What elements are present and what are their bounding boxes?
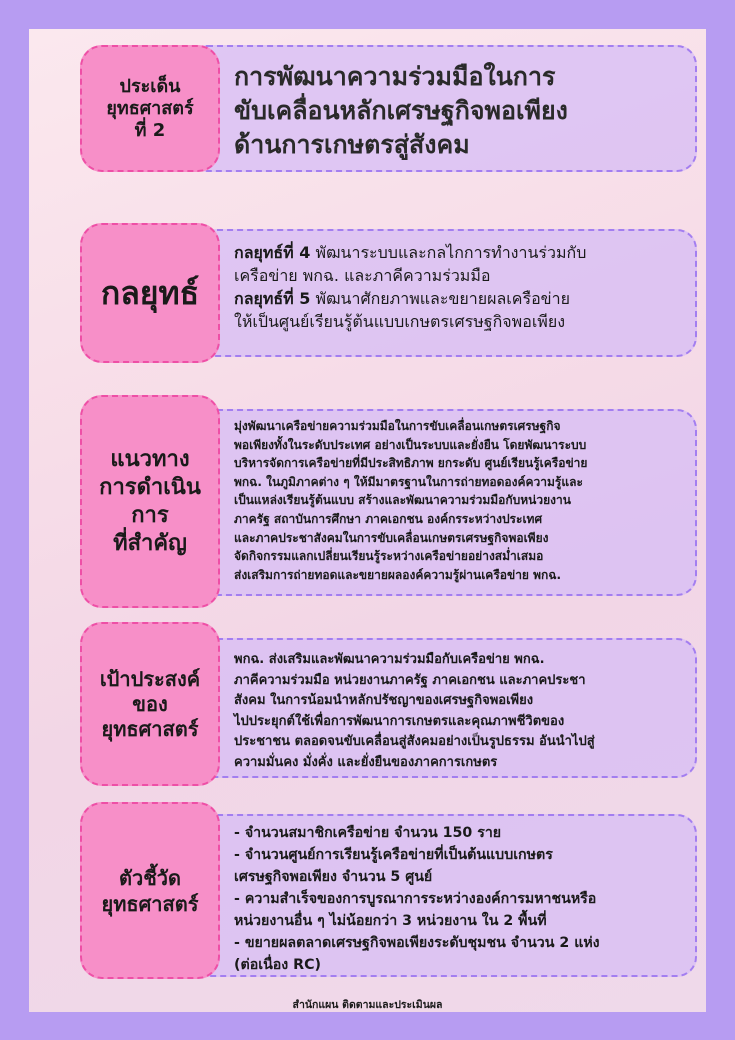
approach-line: พกฉ. ในภูมิภาคต่าง ๆ ให้มีมาตรฐานในการถ่ายทอดองค์ความรู้และ <box>234 474 583 489</box>
objective-line: ภาคีความร่วมมือ หน่วยงานภาครัฐ ภาคเอกชน และภาคประชา <box>234 672 586 688</box>
approach-line: จัดกิจกรรมแลกเปลี่ยนเรียนรู้ระหว่างเครือข่ายอย่างสม่ำเสมอ <box>234 549 544 564</box>
objective-line: ความมั่นคง มั่งคั่ง และยั่งยืนของภาคการเกษตร <box>234 754 498 770</box>
strategy-row <box>37 223 697 363</box>
indicators-label: ตัวชี้วัด ยุทธศาสตร์ <box>101 865 199 916</box>
objective-line: ประชาชน ตลอดจนขับเคลื่อนสู่สังคมอย่างเป็นรูปธรรม อันนำไปสู่ <box>234 734 595 749</box>
indicator-line: เศรษฐกิจพอเพียง จำนวน 5 ศูนย์ <box>234 869 433 885</box>
indicators-text <box>234 822 677 976</box>
strategy-5-heading: กลยุทธ์ที่ 5 <box>234 289 311 308</box>
strategy-4-text: เครือข่าย พกฉ. และภาคีความร่วมมือ <box>234 266 491 285</box>
objective-line: สังคม ในการน้อมนำหลักปรัชญาของเศรษฐกิจพอเพียง <box>234 693 534 708</box>
issue-row <box>37 45 697 172</box>
objective-line: ไปประยุกต์ใช้เพื่อการพัฒนาการเกษตรและคุณภาพชีวิตของ <box>234 713 565 729</box>
objective-text <box>234 650 677 773</box>
approach-label-box <box>80 395 220 608</box>
approach-row <box>37 395 697 608</box>
strategy-5-text: พัฒนาศักยภาพและขยายผลเครือข่าย <box>310 289 570 308</box>
strategy-5-text: ให้เป็นศูนย์เรียนรู้ต้นแบบเกษตรเศรษฐกิจพอเพียง <box>234 312 566 331</box>
indicator-line: - ขยายผลตลาดเศรษฐกิจพอเพียงระดับชุมชน จำนวน 2 แห่ง <box>234 935 600 951</box>
approach-line: และภาคประชาสังคมในการขับเคลื่อนเกษตรเศรษฐกิจพอเพียง <box>234 530 549 545</box>
issue-label-box <box>80 45 220 172</box>
strategy-4-text: พัฒนาระบบและกลไกการทำงานร่วมกับ <box>310 243 587 262</box>
approach-label: แนวทาง การดำเนิน การ ที่สำคัญ <box>99 446 201 556</box>
approach-line: บริหารจัดการเครือข่ายที่มีประสิทธิภาพ ยกระดับ ศูนย์เรียนรู้เครือข่าย <box>234 456 588 471</box>
indicator-line: หน่วยงานอื่น ๆ ไม่น้อยกว่า 3 หน่วยงาน ใน 2 พื้นที่ <box>234 913 547 929</box>
strategy-label-box <box>80 223 220 363</box>
approach-line: พอเพียงทั้งในระดับประเทศ อย่างเป็นระบบและยั่งยืน โดยพัฒนาระบบ <box>234 437 587 452</box>
issue-title-line: ขับเคลื่อนหลักเศรษฐกิจพอเพียง <box>234 96 568 125</box>
approach-line: มุ่งพัฒนาเครือข่ายความร่วมมือในการขับเคลื่อนเกษตรเศรษฐกิจ <box>234 419 561 433</box>
indicator-line: (ต่อเนื่อง RC) <box>234 957 321 973</box>
approach-text <box>234 417 677 584</box>
indicator-line: - จำนวนศูนย์การเรียนรู้เครือข่ายที่เป็นต้นแบบเกษตร <box>234 847 553 863</box>
indicator-line: - จำนวนสมาชิกเครือข่าย จำนวน 150 ราย <box>234 825 502 841</box>
approach-line: เป็นแหล่งเรียนรู้ต้นแบบ สร้างและพัฒนาความร่วมมือกับหน่วยงาน <box>234 493 571 508</box>
objective-label: เป้าประสงค์ ของ ยุทธศาสตร์ <box>99 666 201 741</box>
strategy-4-heading: กลยุทธ์ที่ 4 <box>234 243 311 262</box>
footer-office-name: สำนักแผน ติดตามและประเมินผล <box>292 999 443 1011</box>
objective-line: พกฉ. ส่งเสริมและพัฒนาความร่วมมือกับเครือข่าย พกฉ. <box>234 652 545 667</box>
indicators-row <box>37 802 697 979</box>
indicator-line: - ความสำเร็จของการบูรณาการระหว่างองค์การมหาชนหรือ <box>234 891 597 907</box>
strategy-text <box>234 241 677 333</box>
approach-line: ส่งเสริมการถ่ายทอดและขยายผลองค์ความรู้ผ่านเครือข่าย พกฉ. <box>234 567 562 582</box>
issue-title-line: ด้านการเกษตรสู่สังคม <box>234 130 470 159</box>
objective-label-box <box>80 622 220 786</box>
issue-title-line: การพัฒนาความร่วมมือในการ <box>234 62 556 91</box>
objective-row <box>37 622 697 786</box>
issue-label: ประเด็น ยุทธศาสตร์ ที่ 2 <box>106 75 194 141</box>
issue-title <box>234 60 677 162</box>
indicators-label-box <box>80 802 220 979</box>
approach-line: ภาครัฐ สถาบันการศึกษา ภาคเอกชน องค์กรระหว่างประเทศ <box>234 511 543 526</box>
strategy-label: กลยุทธ์ <box>100 273 200 312</box>
